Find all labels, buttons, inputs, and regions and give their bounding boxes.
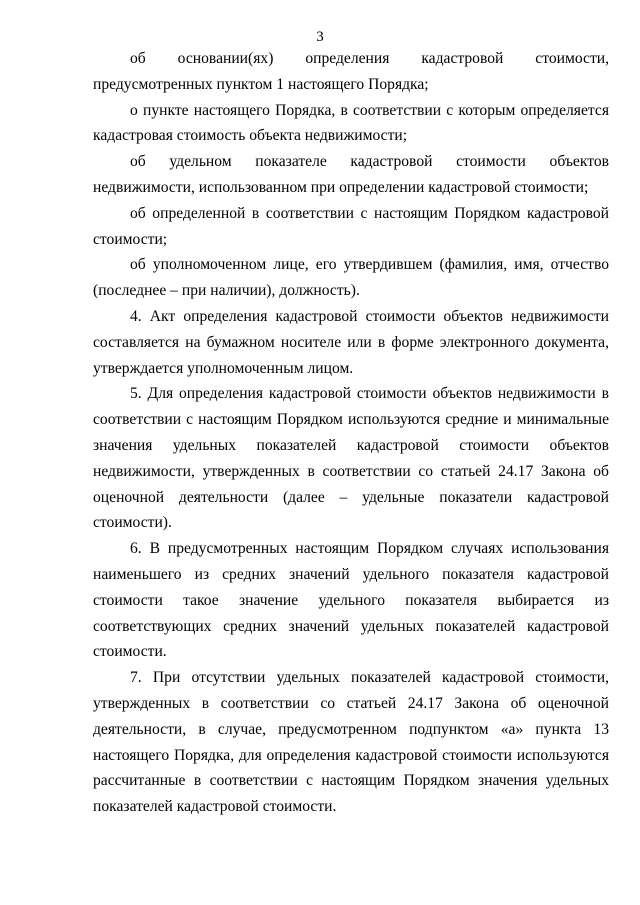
- paragraph-authorized-person: об уполномоченном лице, его утвердившем (фамилия, имя, отчество (последнее – при наличии), должность).: [93, 256, 609, 300]
- paragraph-item-6: 6. В предусмотренных настоящим Порядком случаях использования наименьшего из средних значений удельного показателя кадастровой стоимости такое значение удельного показателя выбирается из соответствующих средних значений удельных показателей кадастровой стоимости.: [93, 540, 609, 661]
- paragraph-clause: о пункте настоящего Порядка, в соответствии с которым определяется кадастровая стоимость объекта недвижимости;: [93, 101, 609, 145]
- paragraph-determined-value: об определенной в соответствии с настоящим Порядком кадастровой стоимости;: [93, 204, 609, 248]
- paragraph-item-4: 4. Акт определения кадастровой стоимости объектов недвижимости составляется на бумажном носителе или в форме электронного документа, утверждается уполномоченным лицом.: [93, 307, 609, 377]
- page-number: 3: [316, 29, 324, 45]
- document-body: [93, 46, 609, 820]
- paragraph-item-5: 5. Для определения кадастровой стоимости объектов недвижимости в соответствии с настоящим Порядком используются средние и минимальные значения удельных показателей кадастровой стоимости объектов недвижимости, утвержденных в соответствии со статьей 24.17 Закона об оценочной деятельности (далее – удельные показатели кадастровой стоимости).: [93, 385, 609, 532]
- paragraph-item-7: 7. При отсутствии удельных показателей кадастровой стоимости, утвержденных в соответствии со статьей 24.17 Закона об оценочной деятельности, в случае, предусмотренном подпунктом «а» пункта 13 настоящего Порядка, для определения кадастровой стоимости используются рассчитанные в соответствии с настоящим Порядком значения удельных показателей кадастровой стоимости.: [93, 669, 609, 816]
- paragraph-specific-indicator: об удельном показателе кадастровой стоимости объектов недвижимости, использованном при определении кадастровой стоимости;: [93, 153, 609, 196]
- paragraph-basis: об основании(ях) определения кадастровой стоимости, предусмотренных пунктом 1 настоящего Порядка;: [93, 50, 609, 93]
